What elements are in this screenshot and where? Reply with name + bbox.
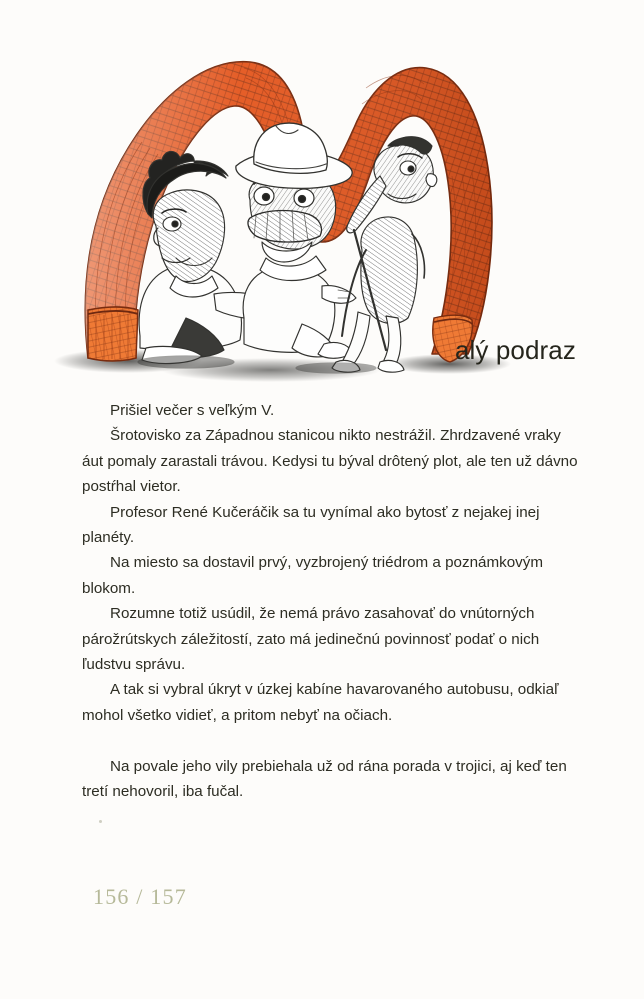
chapter-title: alý podraz	[455, 335, 576, 365]
three-figures	[138, 123, 437, 373]
body-paragraph: Na povale jeho vily prebiehala už od rána porada v trojici, aj keď ten tretí nehovoril, iba fučal.	[82, 757, 567, 801]
chapter-illustration	[36, 18, 536, 386]
paper-speck	[99, 820, 102, 823]
page-number: 156 / 157	[93, 884, 187, 909]
body-paragraph: A tak si vybral úkryt v úzkej kabíne havarovaného autobusu, odkiaľ mohol všetko vidieť, a pritom nebyť na očiach.	[82, 681, 559, 724]
body-text	[82, 398, 578, 804]
figure-man-in-fedora	[236, 123, 356, 358]
fedora-hat	[236, 123, 352, 188]
body-paragraph: Šrotovisko za Západnou stanicou nikto nestrážil. Zhrdzavené vraky áut pomaly zarastali trávou. Kedysi tu býval drôtený plot, ale ten už dávno postŕhal vietor.	[82, 427, 578, 496]
body-paragraph: Prišiel večer s veľkým V.	[110, 402, 275, 419]
body-paragraph: Rozumne totiž usúdil, že nemá právo zasahovať do vnútorných párožrútskych záležitostí, zato má jedinečnú povinnosť podať o nich ľudstvu správu.	[82, 605, 540, 674]
arch-left-foot	[88, 307, 138, 361]
body-paragraph: Na miesto sa dostavil prvý, vyzbrojený triédrom a poznámkovým blokom.	[82, 554, 543, 597]
body-paragraph: Profesor René Kučeráčik sa tu vynímal ako bytosť z nejakej inej planéty.	[82, 503, 540, 547]
